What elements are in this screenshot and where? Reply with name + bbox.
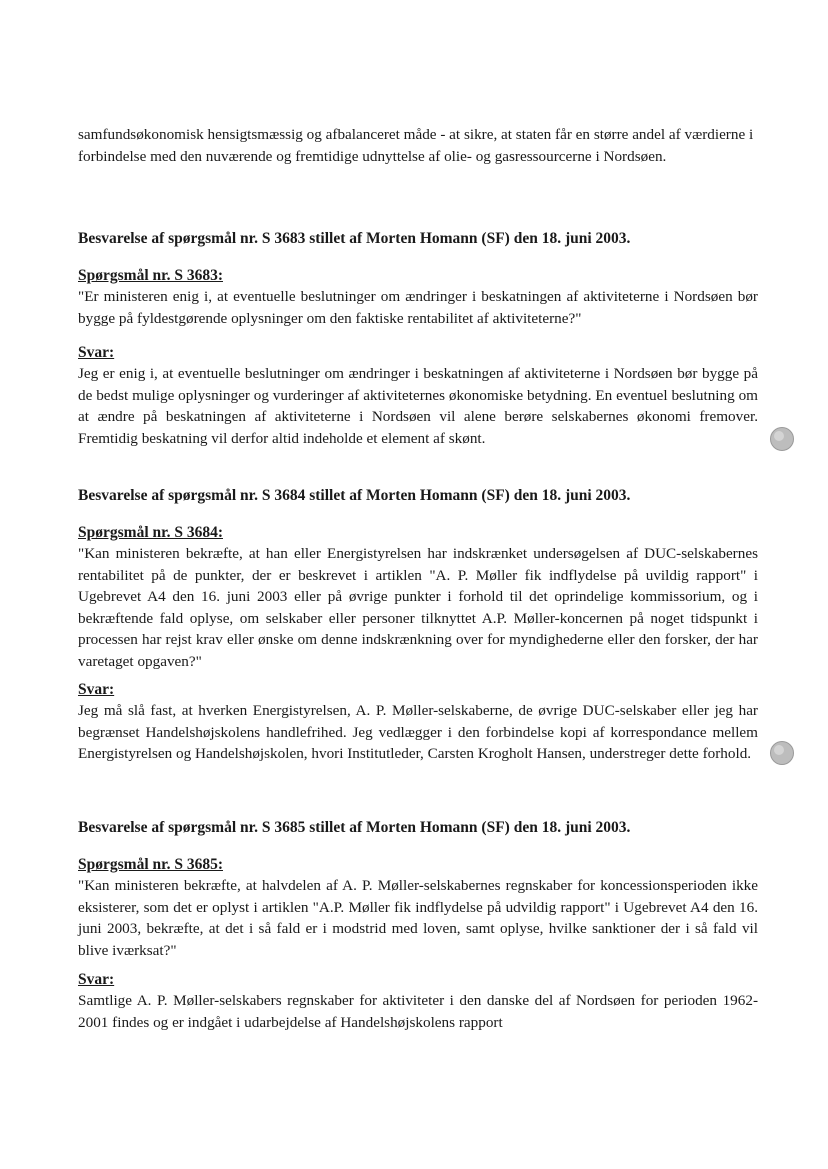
question-text: "Er ministeren enig i, at eventuelle beslutninger om ændringer i beskatningen af aktiviteterne i Nordsøen bør bygge på fyldestgørende oplysninger om den faktiske rentabilitet af aktiviteterne?" (78, 288, 758, 327)
answer-text: Samtlige A. P. Møller-selskabers regnskaber for aktiviteter i den danske del af Nordsøen for perioden 1962-2001 findes og er indgået i udarbejdelse af Handelshøjskolens rapport (78, 992, 758, 1031)
answer-3684 (78, 680, 758, 765)
answer-text: Jeg er enig i, at eventuelle beslutninger om ændringer i beskatningen af aktiviteterne i Nordsøen bør bygge på de bedst mulige oplysninger og vurderinger af aktiviteternes økonomiske betydning. En eventuel beslutning om at ændre på beskatningen af aktiviteterne i Nordsøen vil alene berøre selskabernes økonomi fremover. Fremtidig beskatning vil derfor altid indeholde et element af skønt. (78, 365, 758, 447)
intro-paragraph-block (78, 124, 758, 167)
question-label: Spørgsmål nr. S 3684: (78, 524, 223, 541)
answer-label: Svar: (78, 681, 115, 698)
question-3684 (78, 523, 758, 673)
answer-label: Svar: (78, 971, 115, 988)
question-3685 (78, 855, 758, 961)
section-3683 (78, 229, 758, 249)
answer-label: Svar: (78, 344, 115, 361)
answer-3683 (78, 343, 758, 449)
punch-hole-icon (770, 741, 794, 765)
section-heading: Besvarelse af spørgsmål nr. S 3685 stillet af Morten Homann (SF) den 18. juni 2003. (78, 819, 631, 836)
section-3685 (78, 818, 758, 838)
question-label: Spørgsmål nr. S 3685: (78, 856, 223, 873)
question-3683 (78, 266, 758, 329)
question-text: "Kan ministeren bekræfte, at halvdelen af A. P. Møller-selskabernes regnskaber for koncessionsperioden ikke eksisterer, som det er oplyst i artiklen "A.P. Møller fik indflydelse på udvildig rapport" i Ugebrevet A4 den 16. juni 2003, bekræfte, at det i så fald er i modstrid med loven, samt oplyse, hvilke sanktioner der i så fald vil blive iværksat?" (78, 877, 758, 959)
question-label: Spørgsmål nr. S 3683: (78, 267, 223, 284)
section-heading: Besvarelse af spørgsmål nr. S 3683 stillet af Morten Homann (SF) den 18. juni 2003. (78, 230, 631, 247)
answer-3685 (78, 970, 758, 1033)
section-3684 (78, 486, 758, 506)
intro-paragraph: samfundsøkonomisk hensigtsmæssig og afbalanceret måde - at sikre, at staten får en større andel af værdierne i forbindelse med den nuværende og fremtidige udnyttelse af olie- og gasressourcerne i Nordsøen. (78, 126, 754, 165)
section-heading: Besvarelse af spørgsmål nr. S 3684 stillet af Morten Homann (SF) den 18. juni 2003. (78, 487, 631, 504)
question-text: "Kan ministeren bekræfte, at han eller Energistyrelsen har indskrænket undersøgelsen af DUC-selskabernes rentabilitet på de punkter, der er beskrevet i artiklen "A. P. Møller fik indflydelse på uvildig rapport" i Ugebrevet A4 den 16. juni 2003 eller på øvrige punkter i forhold til det oprindelige kommissorium, og i bekræftende fald oplyse, om selskaber eller personer tilknyttet A.P. Møller-koncernen på noget tidspunkt i processen har rejst krav eller ønske om denne indskrænkning over for myndighederne eller den forsker, der har varetaget opgaven?" (78, 545, 758, 670)
answer-text: Jeg må slå fast, at hverken Energistyrelsen, A. P. Møller-selskaberne, de øvrige DUC-selskaber eller jeg har begrænset Handelshøjskolens handlefrihed. Jeg vedlægger i den forbindelse kopi af korrespondance mellem Energistyrelsen og Handelshøjskolen, hvori Institutleder, Carsten Krogholt Hansen, understreger dette forhold. (78, 702, 758, 763)
punch-hole-icon (770, 427, 794, 451)
